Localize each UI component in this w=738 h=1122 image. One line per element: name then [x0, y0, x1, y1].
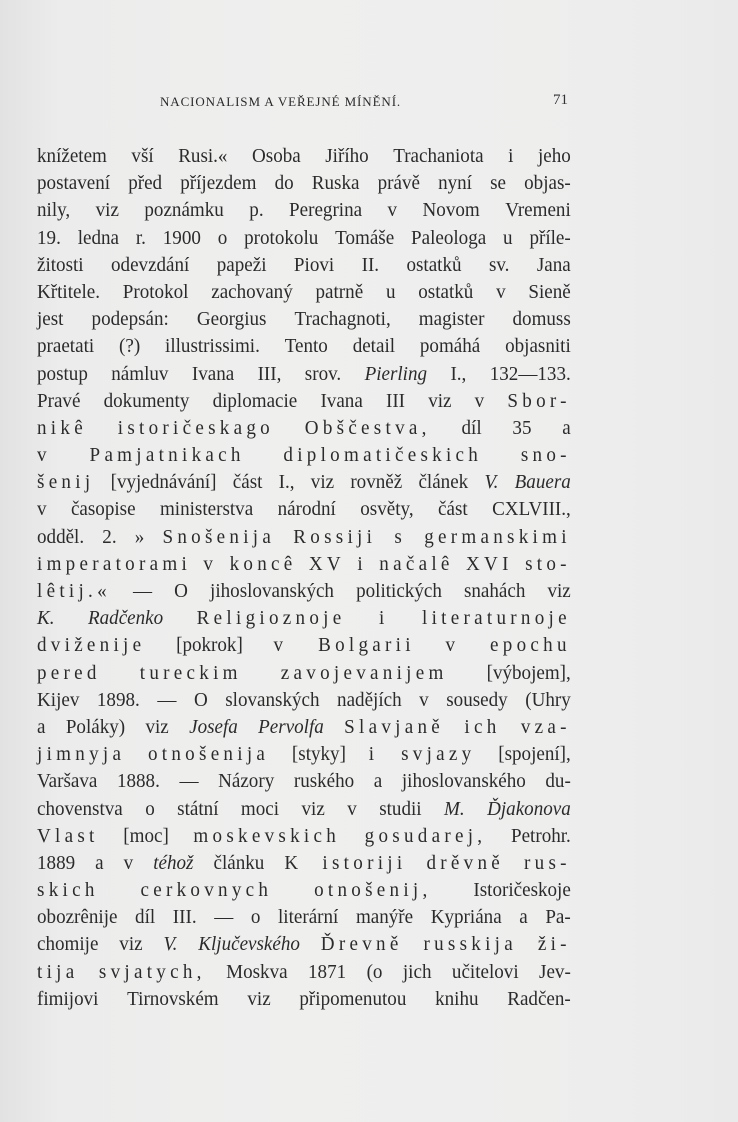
word: námluv: [111, 362, 169, 385]
word: Kypriána: [430, 906, 502, 929]
text-line: [37, 388, 571, 415]
word: I.,: [278, 471, 295, 494]
word: lêtij.«: [37, 580, 111, 602]
word: v: [347, 797, 357, 820]
word: Bolgarii: [318, 634, 415, 657]
word: Josefa: [189, 715, 238, 738]
word: i: [368, 743, 379, 766]
word: odděl.: [37, 525, 85, 548]
word: Vremeni: [505, 199, 571, 222]
text-line: [37, 605, 571, 632]
word: [pokrok]: [176, 634, 243, 657]
word: K: [284, 851, 303, 874]
word: 1900: [162, 226, 201, 249]
word: rus-: [524, 851, 571, 874]
word: Bauera: [514, 471, 571, 494]
word: část: [232, 471, 263, 494]
word: Istoričeskoje: [473, 879, 571, 902]
word: Tirnovském: [127, 987, 219, 1010]
word: vší: [131, 145, 154, 167]
word: Slavjaně: [344, 715, 445, 738]
word: V.: [484, 471, 499, 494]
word: viz: [119, 933, 143, 956]
word: Křtitele.: [37, 280, 101, 303]
word: papeži: [216, 253, 267, 276]
word: v: [123, 851, 134, 874]
running-head: [160, 94, 570, 114]
word: osvěty,: [360, 498, 414, 521]
word: 19.: [37, 226, 61, 249]
word: protokolu: [244, 226, 319, 249]
word: Osoba: [252, 145, 301, 167]
word: germanskimi: [424, 525, 571, 548]
word: diplomacie: [212, 389, 298, 412]
word: a: [95, 851, 104, 874]
word: nikê: [37, 416, 87, 439]
word: [moc]: [123, 824, 169, 847]
word: příle-: [529, 226, 571, 249]
word: viz: [301, 797, 325, 820]
word: objas-: [524, 172, 571, 195]
word: nyní: [438, 172, 472, 195]
text-line: [37, 741, 571, 768]
word: istoriji: [322, 851, 407, 874]
word: Ďrevně: [320, 933, 403, 956]
word: díl: [135, 906, 156, 929]
word: sousedy: [446, 688, 508, 711]
word: moskevskich: [193, 824, 341, 847]
word: imperatorami: [37, 552, 192, 575]
word: viz: [247, 987, 271, 1010]
word: K.: [37, 607, 55, 630]
word: 2.: [102, 525, 117, 548]
word: otnošenij,: [314, 879, 432, 902]
word: v: [37, 444, 51, 467]
word: Kijev: [37, 688, 80, 711]
word: jeho: [537, 145, 571, 167]
word: XVI: [466, 552, 513, 575]
word: jest: [37, 308, 64, 331]
word: podepsán:: [91, 308, 169, 331]
text-line: [37, 170, 571, 197]
text-line: [37, 197, 571, 224]
word: v: [445, 634, 460, 657]
word: Poláky): [65, 715, 126, 738]
word: Rusi.«: [178, 145, 228, 167]
word: literární: [278, 906, 339, 929]
word: a: [519, 906, 528, 929]
word: ministerstva: [159, 498, 254, 521]
word: do: [274, 172, 294, 195]
word: článek: [418, 471, 469, 494]
word: du-: [545, 770, 571, 793]
word: Sieně: [528, 280, 571, 303]
word: odevzdání: [111, 253, 190, 276]
word: Novom: [422, 199, 480, 222]
word: s: [394, 525, 407, 548]
word: u: [385, 280, 396, 303]
word: Peregrina: [289, 199, 363, 222]
text-line: [37, 143, 571, 170]
text-line: [37, 469, 571, 496]
word: a: [37, 715, 46, 738]
word: [spojení],: [498, 743, 571, 766]
word: viz: [145, 715, 169, 738]
word: cerkovnych: [140, 879, 273, 902]
word: literaturnoje: [422, 607, 571, 630]
word: jihoslovanského: [401, 770, 526, 793]
word: praetati: [37, 335, 95, 358]
word: Religioznoje: [196, 607, 346, 630]
word: r.: [135, 226, 146, 249]
word: v: [37, 498, 47, 521]
text-line: [37, 306, 571, 333]
word: skich: [37, 879, 99, 902]
word: magister: [418, 308, 485, 331]
word: šenij: [37, 471, 95, 494]
word: gosudarej,: [364, 824, 487, 847]
text-line: [37, 959, 571, 986]
word: Radčenko: [88, 607, 164, 630]
word: připomenutou: [299, 987, 407, 1010]
word: O: [193, 688, 208, 711]
word: Piovi: [293, 253, 335, 276]
word: M.: [444, 797, 465, 820]
word: srov.: [304, 362, 342, 385]
text-line: [37, 415, 571, 442]
text-line: [37, 850, 571, 877]
text-line: [37, 361, 571, 388]
word: moci: [240, 797, 280, 820]
word: slovanských: [225, 688, 320, 711]
word: i: [357, 552, 367, 575]
word: diplomatičeskich: [283, 444, 483, 467]
word: —: [133, 580, 153, 602]
text-line: [37, 632, 571, 659]
text-line: [37, 768, 571, 795]
text-line: [37, 279, 571, 306]
text-line: [37, 660, 571, 687]
word: jimnyja: [37, 743, 126, 766]
word: Názory: [218, 770, 275, 793]
word: Trachagnoti,: [294, 308, 391, 331]
word: v: [474, 389, 485, 412]
word: Ivana: [320, 389, 363, 412]
word: (o: [366, 960, 383, 983]
text-line: [37, 796, 571, 823]
word: zavojevanijem: [280, 661, 448, 684]
word: ruského: [293, 770, 355, 793]
word: Moskva: [226, 960, 288, 983]
word: Vlast: [37, 824, 99, 847]
word: obozrênije: [37, 906, 118, 929]
page-number: 71: [553, 92, 568, 108]
text-line: [37, 714, 571, 741]
word: viz: [95, 199, 119, 222]
word: O: [174, 580, 188, 602]
word: právě: [377, 172, 420, 195]
word: studii: [379, 797, 422, 820]
word: část: [438, 498, 468, 521]
word: Ivana: [191, 362, 235, 385]
word: [výbojem],: [486, 661, 571, 684]
word: manýře: [355, 906, 414, 929]
word: díl: [461, 416, 482, 439]
word: o: [217, 226, 228, 249]
word: v: [273, 634, 288, 657]
word: III,: [257, 362, 282, 385]
word: učitelovi: [451, 960, 519, 983]
word: domuss: [512, 308, 571, 331]
word: viz: [428, 389, 452, 412]
word: 35: [512, 416, 532, 439]
word: viz: [547, 580, 571, 602]
word: i: [508, 145, 514, 167]
word: Jiřího: [325, 145, 369, 167]
text-line: [37, 877, 571, 904]
word: článku: [213, 851, 265, 874]
word: před: [128, 172, 163, 195]
word: Ruska: [311, 172, 360, 195]
word: v: [203, 552, 218, 575]
word: (?): [119, 335, 141, 358]
word: [styky]: [291, 743, 346, 766]
word: tureckim: [139, 661, 242, 684]
word: postavení: [37, 172, 111, 195]
word: XV: [308, 552, 345, 575]
text-line: [37, 225, 571, 252]
word: knížetem: [37, 145, 107, 167]
word: 1889: [37, 851, 76, 874]
word: příjezdem: [180, 172, 257, 195]
text-line: [37, 252, 571, 279]
word: snahách: [463, 580, 526, 602]
word: Trachaniota: [393, 145, 484, 167]
word: jihoslovanských: [210, 580, 334, 602]
word: v: [387, 199, 398, 222]
word: Snošenija: [162, 525, 276, 548]
word: ostatků: [418, 280, 474, 303]
word: rovněž: [350, 471, 403, 494]
word: —: [179, 770, 199, 793]
word: v: [496, 280, 506, 303]
word: 1871: [308, 960, 347, 983]
text-line: [37, 524, 571, 551]
word: u: [503, 226, 513, 249]
word: otnošenija: [147, 743, 270, 766]
word: sv.: [488, 253, 510, 276]
word: russkija: [423, 933, 517, 956]
word: Sbor-: [507, 389, 571, 412]
word: fimijovi: [37, 987, 99, 1010]
text-line: [37, 496, 571, 523]
word: viz: [310, 471, 335, 494]
word: vza-: [520, 715, 571, 738]
word: Petrohr.: [510, 824, 571, 847]
word: V.: [163, 933, 178, 956]
text-line: [37, 823, 571, 850]
word: Radčen-: [507, 987, 571, 1010]
word: I.,: [450, 362, 467, 385]
word: 1898.: [96, 688, 140, 711]
text-line: [37, 687, 571, 714]
word: 132—133.: [489, 362, 571, 385]
word: epochu: [490, 634, 571, 657]
word: Tomáše: [335, 226, 395, 249]
text-line: [37, 333, 571, 360]
text-line: [37, 904, 571, 931]
word: koncê: [229, 552, 297, 575]
word: knihu: [435, 987, 479, 1010]
word: Obščestva,: [304, 416, 431, 439]
word: istoričeskago: [117, 416, 274, 439]
word: svjazy: [401, 743, 476, 766]
word: chomije: [37, 933, 99, 956]
word: III: [385, 389, 406, 412]
word: Pervolfa: [258, 715, 324, 738]
word: téhož: [153, 851, 194, 874]
word: Tento: [284, 335, 328, 358]
text-line: [37, 551, 571, 578]
word: Pamjatnikach: [89, 444, 245, 467]
word: —: [157, 688, 177, 711]
word: III.: [172, 906, 197, 929]
word: načalê: [379, 552, 454, 575]
word: jich: [402, 960, 432, 983]
word: poznámku: [144, 199, 224, 222]
word: Rossiji: [293, 525, 377, 548]
word: a: [373, 770, 383, 793]
word: drěvně: [426, 851, 504, 874]
text-line: [37, 578, 571, 605]
word: dokumenty: [103, 389, 190, 412]
word: žitosti: [37, 253, 84, 276]
word: dviženije: [37, 634, 146, 657]
word: chovenstva: [37, 797, 123, 820]
word: nily,: [37, 199, 71, 222]
word: pomáhá: [419, 335, 481, 358]
word: se: [490, 172, 506, 195]
word: [vyjednávání]: [110, 471, 217, 494]
word: sno-: [520, 444, 571, 467]
word: národní: [277, 498, 336, 521]
word: Varšava: [37, 770, 98, 793]
word: i: [378, 607, 389, 630]
running-head-title: NACIONALISM A VEŘEJNÉ MÍNĚNÍ.: [160, 94, 402, 109]
word: (Uhry: [525, 688, 571, 711]
word: Pa-: [545, 906, 571, 929]
word: zachovaný: [211, 280, 293, 303]
word: ich: [464, 715, 501, 738]
word: Jev-: [539, 960, 571, 983]
word: postup: [37, 362, 88, 385]
word: »: [134, 525, 145, 548]
word: pered: [37, 661, 101, 684]
word: illustrissimi.: [165, 335, 260, 358]
word: nadějích: [337, 688, 402, 711]
word: v: [419, 688, 429, 711]
word: II.: [361, 253, 380, 276]
word: CXLVIII.,: [492, 498, 571, 521]
word: o: [250, 906, 261, 929]
word: objasniti: [505, 335, 571, 358]
word: —: [214, 906, 234, 929]
text-line: [37, 986, 571, 1013]
word: státní: [177, 797, 219, 820]
word: ledna: [77, 226, 119, 249]
word: Ďjakonova: [487, 797, 571, 820]
word: Pierling: [364, 362, 428, 385]
word: 1888.: [116, 770, 160, 793]
word: sto-: [525, 552, 571, 575]
text-line: [37, 931, 571, 958]
word: Protokol: [122, 280, 189, 303]
word: detail: [352, 335, 396, 358]
word: svjatych,: [98, 960, 206, 983]
word: ostatků: [406, 253, 462, 276]
body-text: [37, 143, 571, 1013]
word: tija: [37, 960, 79, 983]
word: Ključevského: [198, 933, 300, 956]
word: patrně: [315, 280, 364, 303]
word: Jana: [536, 253, 571, 276]
word: Pravé: [37, 389, 81, 412]
word: a: [562, 416, 571, 439]
word: ži-: [537, 933, 571, 956]
text-line: [37, 442, 571, 469]
word: Georgius: [196, 308, 267, 331]
word: časopise: [70, 498, 136, 521]
word: o: [145, 797, 155, 820]
word: politických: [356, 580, 442, 602]
word: p.: [249, 199, 264, 222]
word: Paleologa: [411, 226, 487, 249]
